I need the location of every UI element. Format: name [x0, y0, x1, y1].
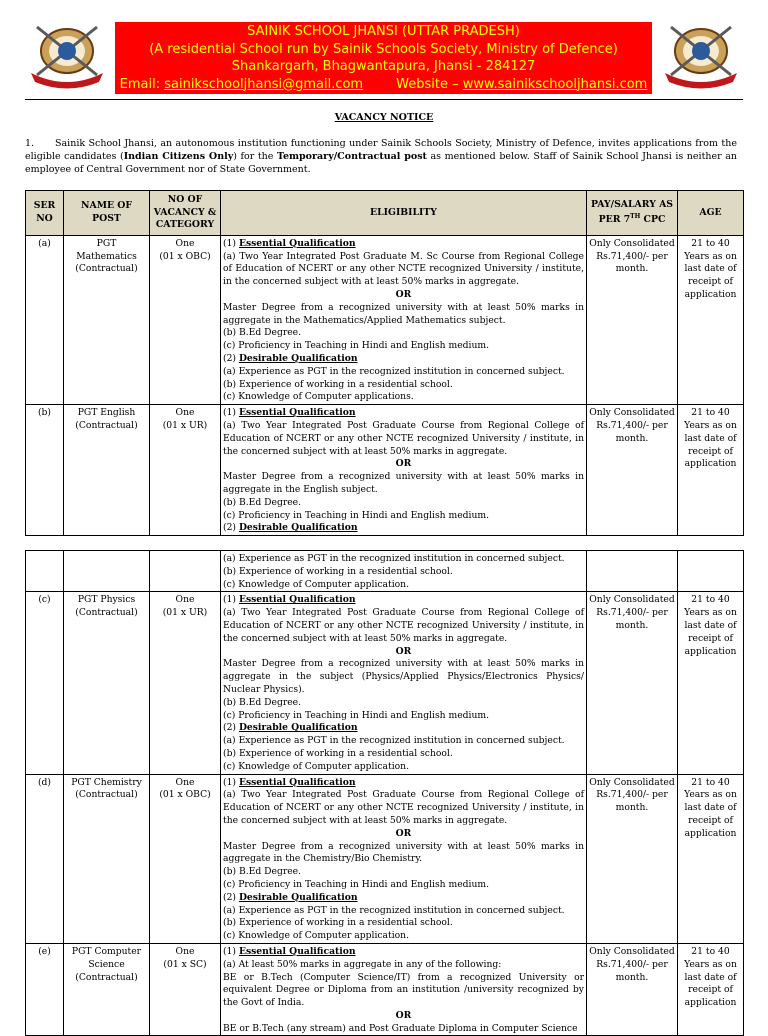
website-link[interactable]: www.sainikschooljhansi.com — [462, 76, 648, 92]
contact-line — [115, 76, 652, 94]
school-description: (A residential School run by Sainik Schools Society, Ministry of Defence) — [149, 41, 618, 57]
intro-paragraph: 1. Sainik School Jhansi, an autonomous institution functioning under Sainik Schools Society, Ministry of Defence, invites applications from the eligible candidates (Indian Citizens Only) for the Temporary/Contractual post as mentioned below. Staff of Sainik School Jhansi is neither an employee of Central Government nor of State Government. — [25, 138, 738, 175]
school-name: SAINIK SCHOOL JHANSI (UTTAR PRADESH) — [247, 24, 520, 39]
header-divider — [25, 99, 743, 100]
header-age: AGE — [678, 191, 744, 236]
school-crest-logo-left — [25, 19, 109, 89]
table-row: (b) PGT English (Contractual) One (01 x UR) (1) Essential Qualification (a) Two Year Integrated Post Graduate Course from Regional College of Education of NCERT or any other NCTE recognized University / institute, in the concerned subject with at least 50% marks in aggregate. OR Master Degree from a recognized university with at least 50% marks in aggregate in the English subject. (b) B.Ed Degree. (c) Proficiency in Teaching in Hindi and English medium. (2) Desirable Qualification Only Consolidated Rs.71,400/- per month. 21 to 40 Years as on last date of receipt of application — [26, 405, 744, 536]
table-row: (c) PGT Physics (Contractual) One (01 x UR) (1) Essential Qualification (a) Two Year Integrated Post Graduate Course from Regional College of Education of NCERT or any other NCTE recognized University / institute, in the concerned subject with at least 50% marks in aggregate. OR Master Degree from a recognized university with at least 50% marks in aggregate in the subject (Physics/Applied Physics/Electronics Physics/ Nuclear Physics). (b) B.Ed Degree. (c) Proficiency in Teaching in Hindi and English medium. (2) Desirable Qualification (a) Experience as PGT in the recognized institution in concerned subject. (b) Experience of working in a residential school. (c) Knowledge of Computer application. Only Consolidated Rs.71,400/- per month. 21 to 40 Years as on last date of receipt of application — [26, 592, 744, 774]
header-pay: PAY/SALARY AS PER 7TH CPC — [587, 191, 678, 236]
table-row: (a) PGT Mathematics (Contractual) One (01 x OBC) (1) Essential Qualification (a) Two Year Integrated Post Graduate M. Sc Course from Regional College of Education of NCERT or any other NCTE recognized University / institute, in the concerned subject with at least 50% marks in aggregate. OR Master Degree from a recognized university with at least 50% marks in aggregate in the Mathematics/Applied Mathematics subject. (b) B.Ed Degree. (c) Proficiency in Teaching in Hindi and English medium. (2) Desirable Qualification (a) Experience as PGT in the recognized institution in concerned subject. (b) Experience of working in a residential school. (c) Knowledge of Computer applications. Only Consolidated Rs.71,400/- per month. 21 to 40 Years as on last date of receipt of application — [26, 235, 744, 404]
school-address: Shankargarh, Bhagwantapura, Jhansi - 284127 — [231, 59, 536, 74]
website-label: Website – — [396, 76, 459, 92]
notice-title: VACANCY NOTICE — [334, 112, 434, 123]
vacancy-table-continued — [25, 550, 744, 1036]
table-header-row — [26, 191, 744, 236]
table-row: (e) PGT Computer Science (Contractual) One (01 x SC) (1) Essential Qualification (a) At least 50% marks in aggregate in any of the following: BE or B.Tech (Computer Science/IT) from a recognized University or equivalent Degree or Diploma from an institution /university recognized by the Govt of India. OR BE or B.Tech (any stream) and Post Graduate Diploma in Computer Science Only Consolidated Rs.71,400/- per month. 21 to 40 Years as on last date of receipt of application — [26, 943, 744, 1036]
table-row: (d) PGT Chemistry (Contractual) One (01 x OBC) (1) Essential Qualification (a) Two Year Integrated Post Graduate Course from Regional College of Education of NCERT or any other NCTE recognized University / institute, in the concerned subject with at least 50% marks in aggregate. OR Master Degree from a recognized university with at least 50% marks in aggregate in the Chemistry/Bio Chemistry. (b) B.Ed Degree. (c) Proficiency in Teaching in Hindi and English medium. (2) Desirable Qualification (a) Experience as PGT in the recognized institution in concerned subject. (b) Experience of working in a residential school. (c) Knowledge of Computer application. Only Consolidated Rs.71,400/- per month. 21 to 40 Years as on last date of receipt of application — [26, 774, 744, 943]
table-row: (a) Experience as PGT in the recognized institution in concerned subject. (b) Experience of working in a residential school. (c) Knowledge of Computer application. — [26, 551, 744, 592]
header-eligibility: ELIGIBILITY — [221, 191, 587, 236]
email-label: Email: — [119, 76, 161, 92]
vacancy-table — [25, 190, 744, 536]
paragraph-number: 1. — [25, 138, 35, 149]
school-header-banner — [115, 22, 652, 94]
school-crest-logo-right — [659, 19, 743, 89]
email-link[interactable]: sainikschooljhansi@gmail.com — [164, 76, 364, 92]
header-name: NAME OF POST — [64, 191, 150, 236]
header-ser: SER NO — [26, 191, 64, 236]
header-vacancy: NO OF VACANCY & CATEGORY — [150, 191, 221, 236]
